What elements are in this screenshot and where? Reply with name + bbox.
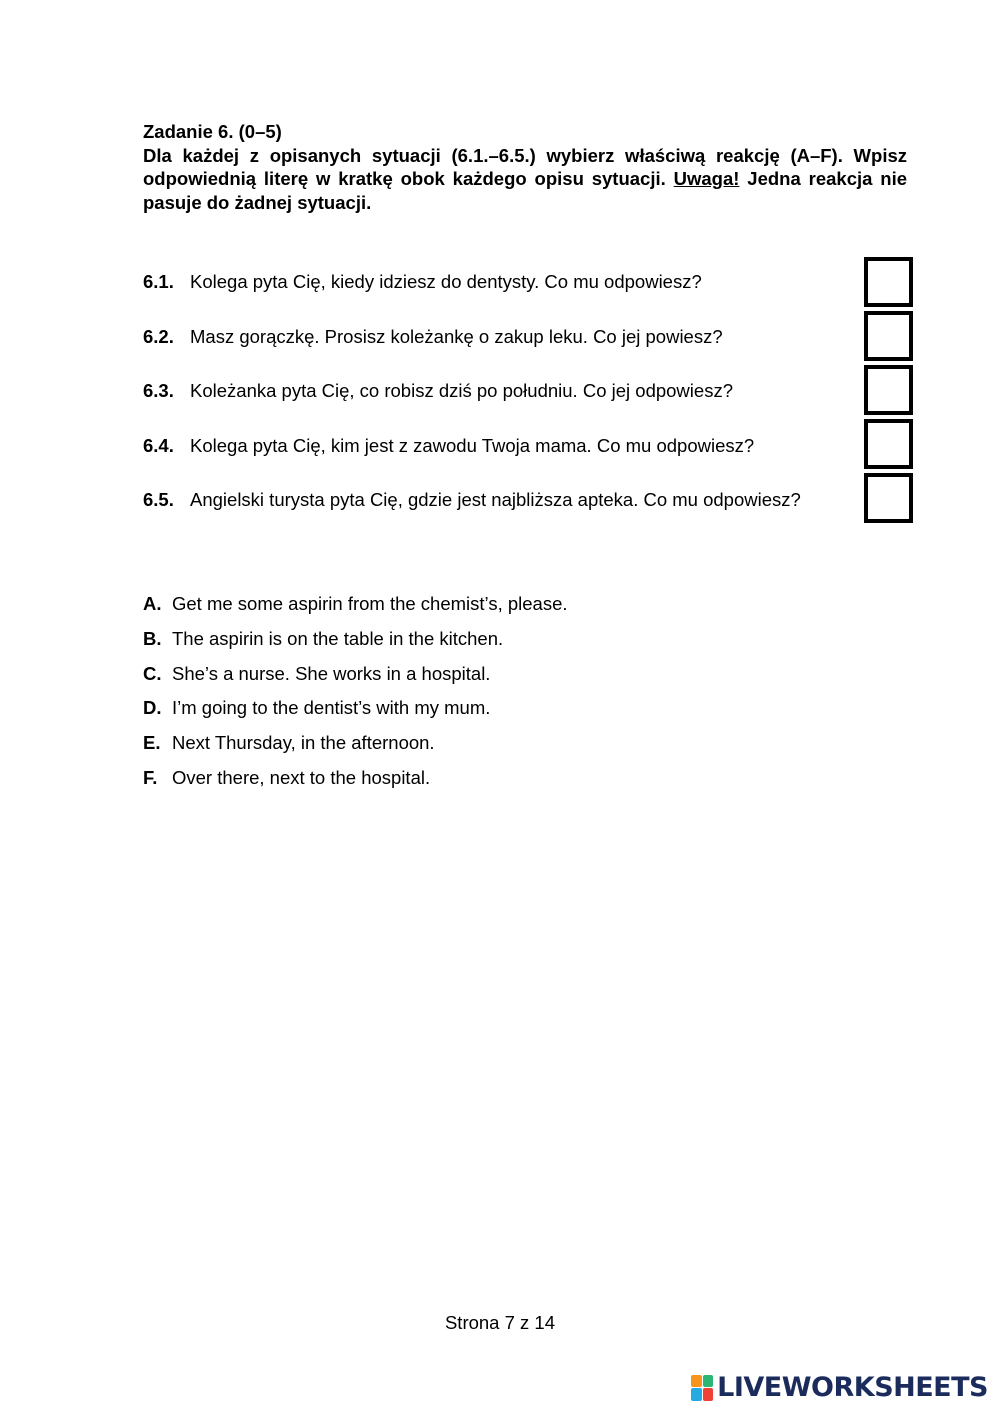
situation-text: Masz gorączkę. Prosisz koleżankę o zakup leku. Co jej powiesz? (190, 325, 723, 347)
instructions-main: Dla każdej z opisanych sytuacji (6.1.–6.5.) wybierz właściwą reakcję (A–F). Wpisz odpowiednią literę w kratkę obok każdego opisu sytuacji. (143, 144, 907, 189)
liveworksheets-brand (691, 1372, 988, 1403)
reaction-text: The aspirin is on the table in the kitchen. (172, 627, 504, 649)
logo-square-icon (703, 1388, 714, 1401)
page-number: Strona 7 z 14 (444, 1312, 556, 1333)
situation-number: 6.4. (143, 434, 174, 456)
situations-list (143, 268, 873, 541)
situation-6-5 (143, 486, 873, 541)
brand-name: LIVEWORKSHEETS (717, 1372, 988, 1403)
reaction-letter: C. (143, 662, 162, 684)
reaction-text: Get me some aspirin from the chemist’s, please. (172, 593, 568, 614)
reaction-letter: E. (143, 732, 161, 754)
situation-number: 6.2. (143, 325, 174, 347)
situation-text: Kolega pyta Cię, kiedy idziesz do dentysty. Co mu odpowiesz? (190, 271, 702, 292)
situation-6-4 (143, 432, 873, 487)
answer-box-6-3[interactable] (864, 365, 913, 415)
reaction-letter: D. (143, 697, 162, 719)
task-header (143, 120, 907, 214)
reaction-a (143, 591, 843, 626)
task-title: Zadanie 6. (0–5) (143, 121, 282, 142)
instructions-tail: Jedna reakcja nie pasuje do żadnej sytuacji. (143, 168, 907, 213)
situation-6-2 (143, 323, 873, 378)
reactions-list (143, 591, 843, 800)
answer-box-6-1[interactable] (864, 257, 913, 307)
answer-box-6-2[interactable] (864, 311, 913, 361)
reaction-letter: B. (143, 627, 162, 649)
situation-number: 6.1. (143, 271, 174, 292)
reaction-letter: F. (143, 766, 158, 788)
reaction-letter: A. (143, 593, 162, 614)
reaction-text: I’m going to the dentist’s with my mum. (172, 697, 491, 719)
situation-text: Angielski turysta pyta Cię, gdzie jest najbliższa apteka. Co mu odpowiesz? (190, 489, 801, 510)
answer-box-6-5[interactable] (864, 473, 913, 523)
reaction-b (143, 626, 843, 661)
reaction-text: She’s a nurse. She works in a hospital. (172, 662, 491, 684)
task-instructions (143, 144, 907, 215)
answer-box-6-4[interactable] (864, 419, 913, 469)
situation-text: Koleżanka pyta Cię, co robisz dziś po południu. Co jej odpowiesz? (190, 380, 733, 401)
reaction-d (143, 695, 843, 730)
situation-number: 6.3. (143, 380, 174, 401)
answer-boxes (864, 257, 914, 527)
situation-text: Kolega pyta Cię, kim jest z zawodu Twoja mama. Co mu odpowiesz? (190, 434, 755, 456)
liveworksheets-logo-icon (691, 1375, 713, 1401)
reaction-e (143, 730, 843, 765)
situation-number: 6.5. (143, 489, 174, 510)
logo-square-icon (691, 1388, 702, 1401)
warning-label: Uwaga! (673, 168, 740, 189)
reaction-text: Next Thursday, in the afternoon. (172, 732, 435, 754)
situation-6-3 (143, 377, 873, 432)
reaction-text: Over there, next to the hospital. (172, 766, 431, 788)
situation-6-1 (143, 268, 873, 323)
logo-square-icon (703, 1375, 714, 1388)
logo-square-icon (691, 1375, 702, 1388)
reaction-c (143, 661, 843, 696)
reaction-f (143, 765, 843, 800)
